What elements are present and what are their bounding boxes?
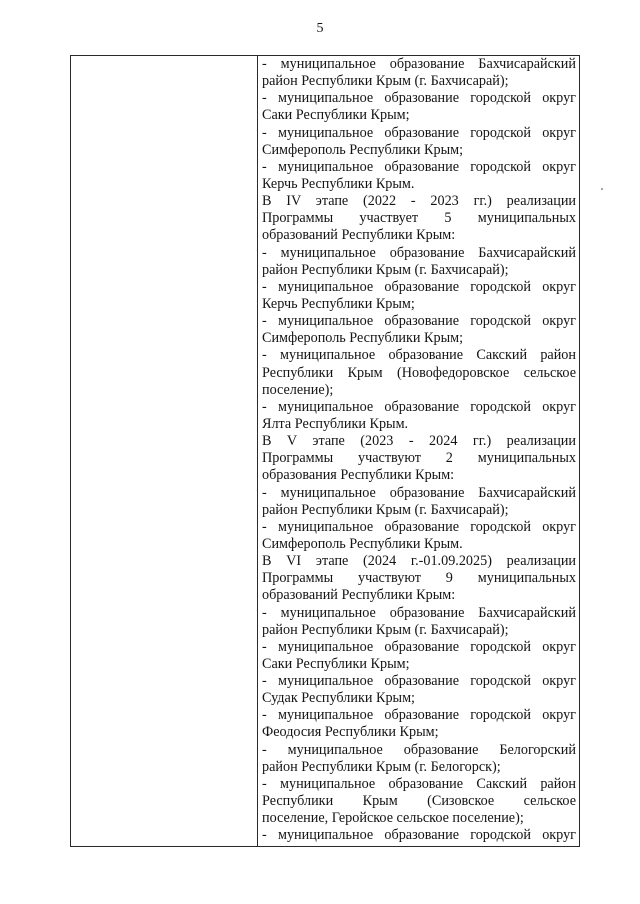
- text-line: Республики Крым (Новофедоровское сельское: [262, 364, 576, 381]
- text-line: Симферополь Республики Крым;: [262, 141, 464, 158]
- text-line: образований Республики Крым:: [262, 587, 456, 604]
- text-line: Судак Республики Крым;: [262, 690, 415, 707]
- text-line: район Республики Крым (г. Бахчисарай);: [262, 261, 509, 278]
- table-left-cell: [71, 56, 258, 846]
- text-line: В IV этапе (2022 - 2023 гг.) реализации: [262, 193, 576, 210]
- document-table: [70, 55, 580, 847]
- text-line: Республики Крым (Сизовское сельское: [262, 793, 576, 810]
- text-line: Керчь Республики Крым;: [262, 295, 415, 312]
- text-line: - муниципальное образование городской округ: [262, 673, 576, 690]
- text-line: - муниципальное образование Бахчисарайский: [262, 604, 576, 621]
- text-line: - муниципальное образование городской округ: [262, 638, 576, 655]
- text-line: Саки Республики Крым;: [262, 655, 410, 672]
- text-line: - муниципальное образование городской округ: [262, 313, 576, 330]
- text-line: - муниципальное образование Бахчисарайский: [262, 484, 576, 501]
- text-line: образования Республики Крым:: [262, 467, 455, 484]
- text-line: район Республики Крым (г. Белогорск);: [262, 758, 501, 775]
- text-line: - муниципальное образование городской округ: [262, 124, 576, 141]
- text-line: - муниципальное образование Белогорский: [262, 741, 576, 758]
- text-line: Феодосия Республики Крым;: [262, 724, 439, 741]
- text-line: Керчь Республики Крым.: [262, 175, 415, 192]
- text-line: В V этапе (2023 - 2024 гг.) реализации: [262, 433, 576, 450]
- text-line: Ялта Республики Крым.: [262, 415, 409, 432]
- text-line: Симферополь Республики Крым.: [262, 535, 463, 552]
- text-line: - муниципальное образование городской округ: [262, 707, 576, 724]
- text-line: - муниципальное образование Бахчисарайский: [262, 56, 576, 72]
- page-number: 5: [316, 21, 324, 36]
- text-line: Симферополь Республики Крым;: [262, 330, 464, 347]
- text-line: - муниципальное образование городской округ: [262, 398, 576, 415]
- text-line: поселение);: [262, 381, 334, 398]
- text-line: Саки Республики Крым;: [262, 107, 410, 124]
- text-line: - муниципальное образование городской округ: [262, 158, 576, 175]
- text-line: Программы участвует 5 муниципальных: [262, 210, 576, 227]
- text-line: Программы участвуют 9 муниципальных: [262, 570, 576, 587]
- scan-speck: [601, 188, 603, 190]
- text-line: - муниципальное образование Бахчисарайский: [262, 244, 576, 261]
- text-line: район Республики Крым (г. Бахчисарай);: [262, 501, 509, 518]
- text-line: район Республики Крым (г. Бахчисарай);: [262, 621, 509, 638]
- text-line: - муниципальное образование Сакский район: [262, 775, 576, 792]
- text-line: образований Республики Крым:: [262, 227, 456, 244]
- text-line: - муниципальное образование городской округ: [262, 518, 576, 535]
- text-line: В VI этапе (2024 г.-01.09.2025) реализации: [262, 553, 576, 570]
- text-line: - муниципальное образование городской округ: [262, 827, 576, 844]
- table-right-cell: [258, 56, 579, 846]
- text-line: район Республики Крым (г. Бахчисарай);: [262, 73, 509, 90]
- text-line: - муниципальное образование городской округ: [262, 278, 576, 295]
- text-line: Программы участвуют 2 муниципальных: [262, 450, 576, 467]
- text-line: - муниципальное образование Сакский район: [262, 347, 576, 364]
- text-line: - муниципальное образование городской округ: [262, 90, 576, 107]
- text-line: поселение, Геройское сельское поселение);: [262, 810, 524, 827]
